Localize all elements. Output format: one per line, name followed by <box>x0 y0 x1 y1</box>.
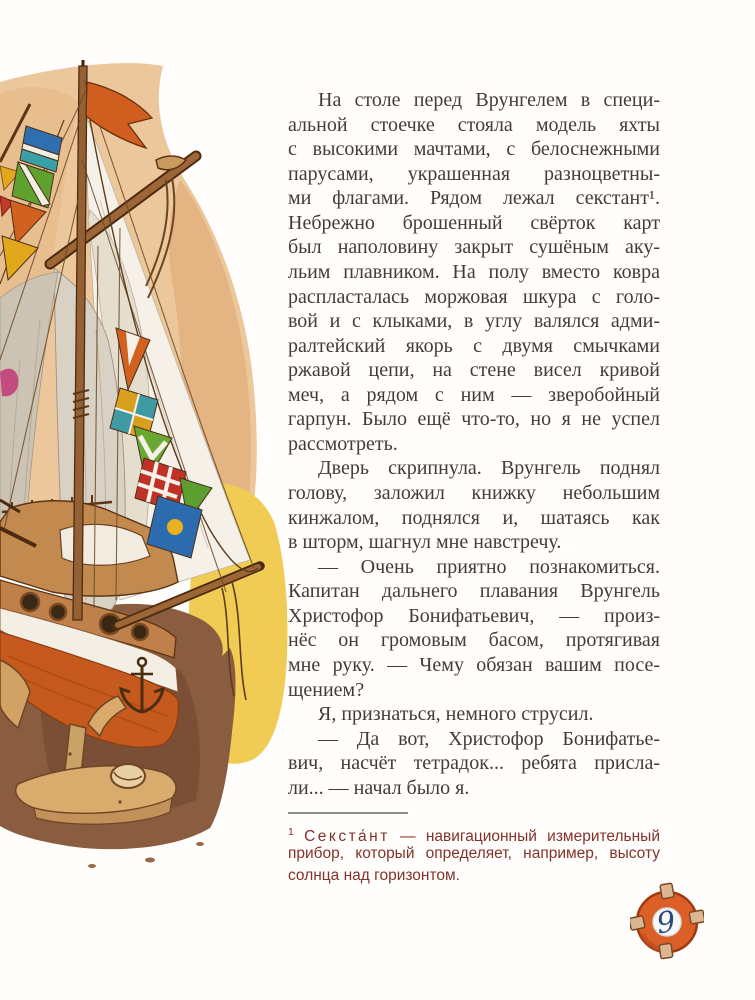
text-column <box>288 88 660 800</box>
text-line: гарпун. Было ещё что-то, но я не успел <box>288 408 660 431</box>
footnote-term: Секста́нт <box>304 828 390 845</box>
text-line: в шторм, шагнул мне навстречу. <box>288 531 562 554</box>
text-line: рассмотреть. <box>288 432 398 455</box>
text-line: распласталась моржовая шкура с голо- <box>288 285 660 308</box>
paragraph <box>288 727 660 801</box>
text-line: голову, заложил книжку небольшим <box>288 482 660 504</box>
text-line: Дверь скрипнула. Врунгель поднял <box>318 457 660 480</box>
text-line: парусами, украшенная разноцветны- <box>288 162 660 185</box>
text-line: Христофор Бонифатьевич, — произ- <box>288 604 660 627</box>
text-line: Я, признаться, немного струсил. <box>318 703 594 726</box>
paragraph <box>288 88 660 456</box>
yacht-illustration-svg <box>0 60 295 965</box>
lifebuoy-icon <box>630 882 704 962</box>
text-line: Небрежно брошенный свёрток карт <box>288 211 660 234</box>
text-line: мне руку. — Чему обязан вашим посе- <box>288 653 660 676</box>
paragraph <box>288 555 660 702</box>
porthole <box>132 624 148 640</box>
text-line: щением? <box>288 678 365 701</box>
text-line: ралтейский якорь с двумя смычками <box>288 334 660 357</box>
text-line: — Очень приятно познакомиться. <box>318 555 660 578</box>
text-line: с высокими мачтами, с белоснежными <box>288 138 660 161</box>
text-line: кинжалом, поднялся и, шатаясь как <box>288 506 660 529</box>
footnote <box>288 821 660 887</box>
footnote-marker: 1 <box>288 826 294 838</box>
porthole <box>21 593 39 611</box>
text-line: был наполовину закрыт сушёным аку- <box>288 236 660 259</box>
text-line: альной стоечке стояла модель яхты <box>288 113 660 136</box>
paragraph <box>288 702 660 727</box>
text-line: нёс он громовым басом, протягивая <box>288 629 660 652</box>
footnote-line: солнца над горизонтом. <box>288 867 460 884</box>
text-line: — Да вот, Христофор Бонифатье- <box>318 727 660 750</box>
text-line: ли... — начал было я. <box>288 776 470 799</box>
porthole <box>50 604 66 620</box>
text-line: вой и с клыками, в углу валялся адми- <box>288 310 660 333</box>
text-line: На столе перед Врунгелем в специ- <box>318 89 660 111</box>
text-line: ми флагами. Рядом лежал секстант¹. <box>288 187 660 210</box>
footnote-divider <box>288 812 408 814</box>
page-number-lifebuoy <box>630 882 704 962</box>
paragraph <box>288 456 660 554</box>
footnote-text: — навигационный измерительный <box>400 828 660 845</box>
text-line: меч, а рядом с ним — зверобойный <box>288 383 660 406</box>
yacht-illustration <box>0 60 295 965</box>
footnote-line <box>288 821 660 843</box>
footnote-line: прибор, который определяет, например, высоту <box>288 845 660 862</box>
page-number: 9 <box>654 904 678 941</box>
text-line: Капитан дальнего плавания Врунгель <box>288 580 660 603</box>
text-line: вич, насчёт тетрадок... ребята присла- <box>288 752 660 775</box>
text-line: льим плавником. На полу вместо ковра <box>288 260 660 283</box>
text-line: ржавой цепи, на стене висел кривой <box>288 359 660 382</box>
